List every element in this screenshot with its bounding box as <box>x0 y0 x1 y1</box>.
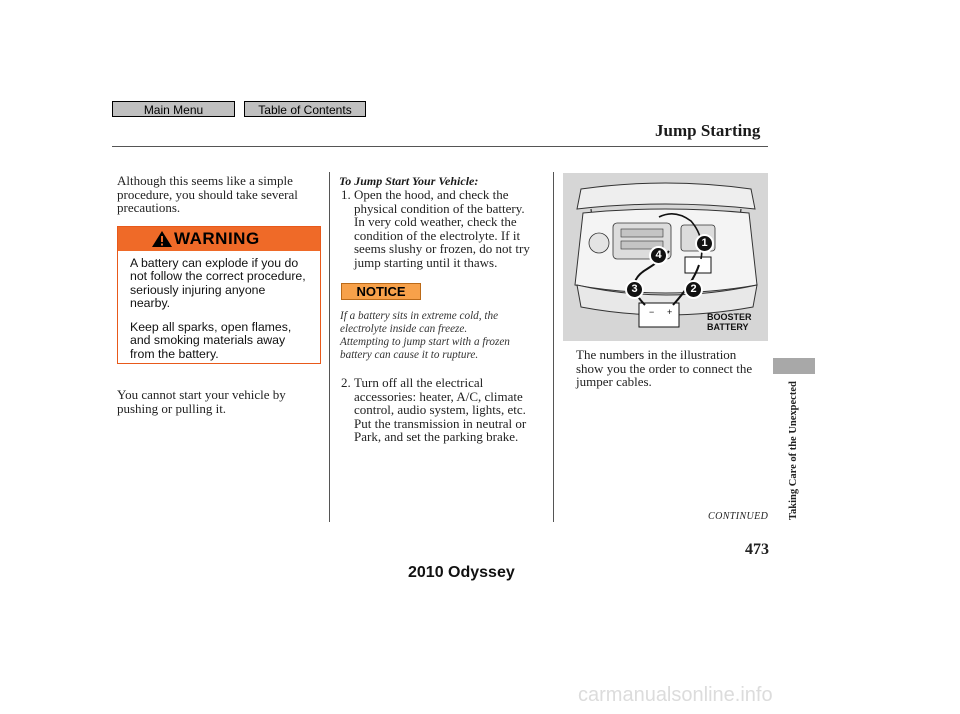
continued-label: CONTINUED <box>708 511 769 522</box>
step-2-text: Turn off all the electrical accessories: heater, A/C, climate control, audio system, lights, etc. Put the transmission in neutral or Park, and set the parking brake. <box>354 375 527 445</box>
callout-4: 4 <box>649 246 668 265</box>
warning-triangle-icon <box>151 230 173 248</box>
step-1-text: Open the hood, and check the physical condition of the battery. In very cold weather, check the condition of the electrolyte. If it seems slushy or frozen, do not try jump starting until it thaws. <box>354 187 530 270</box>
warning-body-1: A battery can explode if you do not follow the correct procedure, seriously injuring anyone nearby. <box>130 256 306 311</box>
notice-text: If a battery sits in extreme cold, the electrolyte inside can freeze. Attempting to jump start with a frozen battery can cause it to rupture. <box>340 310 510 361</box>
svg-text:−: − <box>649 307 655 317</box>
callout-1: 1 <box>695 234 714 253</box>
warning-box <box>117 226 321 364</box>
page-number: 473 <box>745 541 769 558</box>
callout-3: 3 <box>625 280 644 299</box>
main-menu-button[interactable]: Main Menu <box>112 101 235 117</box>
header-rule <box>112 146 768 147</box>
callout-2: 2 <box>684 280 703 299</box>
model-name: 2010 Odyssey <box>408 564 515 581</box>
warning-header <box>118 227 320 251</box>
page-title: Jump Starting <box>655 121 761 140</box>
illustration-caption: The numbers in the illustration show you the order to connect the jumper cables. <box>576 347 753 390</box>
booster-battery-label: BOOSTER BATTERY <box>707 312 752 332</box>
svg-text:+: + <box>667 307 673 317</box>
step-2-number: 2. <box>341 375 351 390</box>
section-tab-label: Taking Care of the Unexpected <box>788 381 799 520</box>
column-divider-left <box>329 172 330 522</box>
push-start-note: You cannot start your vehicle by pushing or pulling it. <box>117 387 286 416</box>
warning-title: WARNING <box>174 229 260 248</box>
watermark: carmanualsonline.info <box>578 684 773 706</box>
table-of-contents-button[interactable]: Table of Contents <box>244 101 366 117</box>
warning-body-2: Keep all sparks, open flames, and smoking materials away from the battery. <box>130 320 292 361</box>
notice-label: NOTICE <box>341 283 421 300</box>
section-tab <box>773 358 815 374</box>
step-1-number: 1. <box>341 187 351 202</box>
intro-paragraph: Although this seems like a simple procedure, you should take several precautions. <box>117 173 298 216</box>
section-subheading: To Jump Start Your Vehicle: <box>339 174 479 188</box>
